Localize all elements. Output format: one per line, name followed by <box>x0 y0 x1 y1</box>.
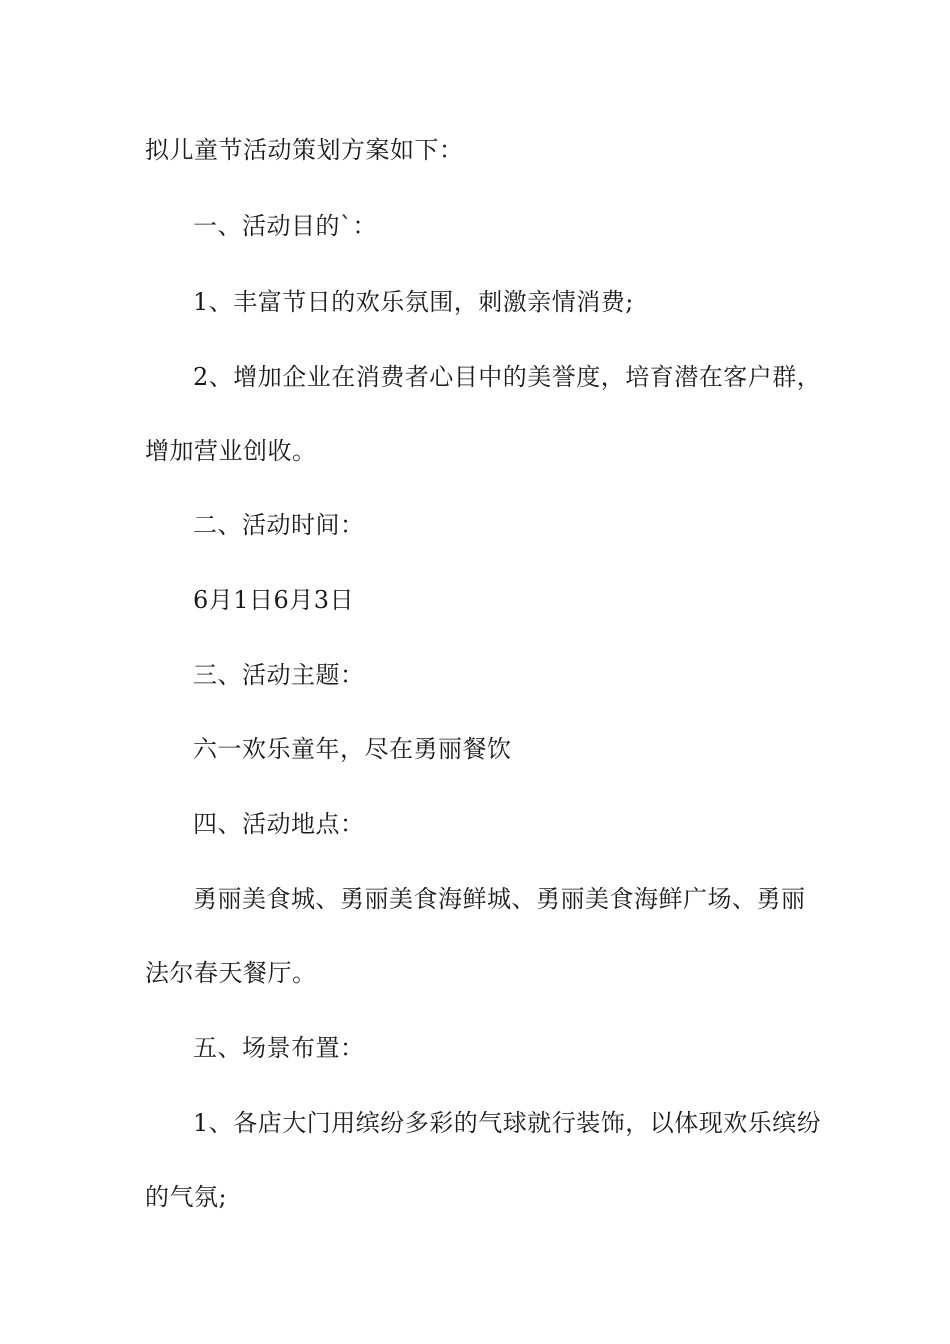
section3-body: 六一欢乐童年，尽在勇丽餐饮 <box>193 735 512 763</box>
section1-item1: 1、丰富节日的欢乐氛围，刺激亲情消费; <box>193 288 634 316</box>
intro-text: 拟儿童节活动策划方案如下： <box>145 136 464 164</box>
section3-heading: 三、活动主题： <box>193 661 365 689</box>
section5-item1-line1: 1、各店大门用缤纷多彩的气球就行装饰，以体现欢乐缤纷 <box>193 1109 822 1137</box>
section2-body: 6月1日6月3日 <box>193 586 355 614</box>
section1-item2-line1: 2、增加企业在消费者心目中的美誉度，培育潜在客户群， <box>193 363 822 391</box>
section5-heading: 五、场景布置： <box>193 1034 365 1062</box>
section5-item1-line2: 的气氛; <box>145 1183 228 1211</box>
section4-body-line1: 勇丽美食城、勇丽美食海鲜城、勇丽美食海鲜广场、勇丽 <box>193 885 806 913</box>
section1-item2-line2: 增加营业创收。 <box>145 437 317 465</box>
section4-heading: 四、活动地点： <box>193 810 365 838</box>
section2-heading: 二、活动时间： <box>193 511 365 539</box>
section1-heading: 一、活动目的`： <box>193 212 377 240</box>
section4-body-line2: 法尔春天餐厅。 <box>145 959 317 987</box>
